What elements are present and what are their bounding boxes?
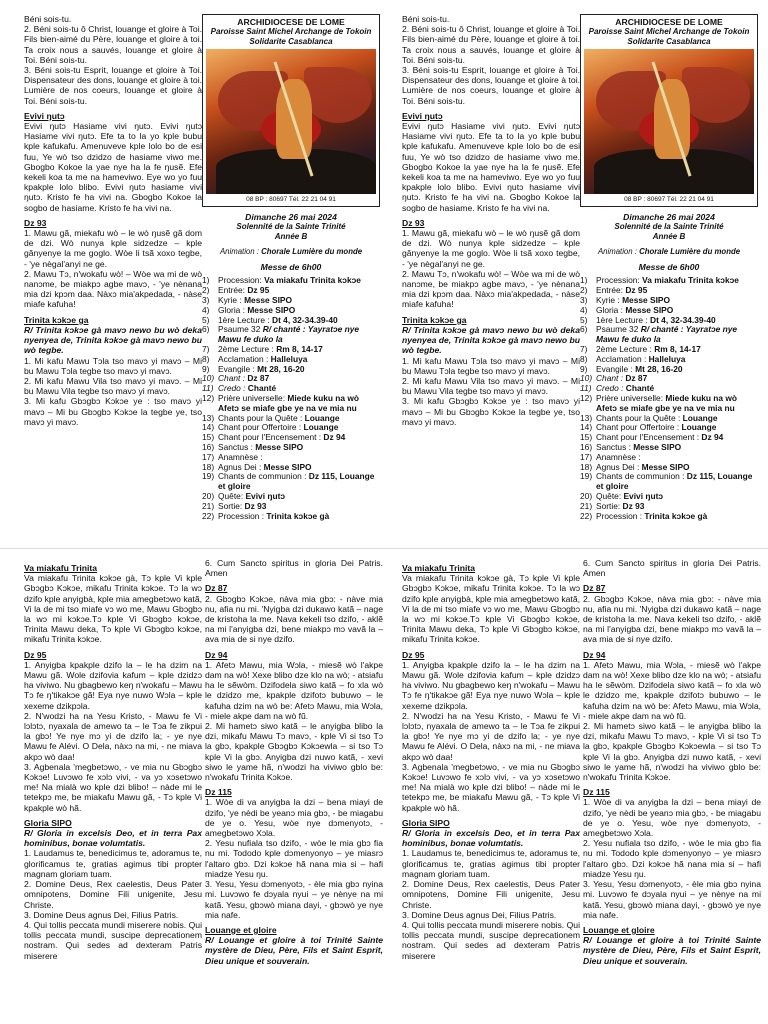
verse: 2. Yesu nufiala tso dzifo, - wòe le mia gbɔ fia nu mi. Tododo kple dɔmenyonyo – ye miasrɔ l'altaro gbɔ. Dzi kɔkɔe hã nana mia si – hafi miadze Yesu ŋu. (205, 838, 383, 879)
item-label: Prière universelle: (596, 392, 666, 403)
item-value: Messe SIPO (625, 304, 674, 315)
item-value: Va miakafu Trinita kɔkɔe (264, 275, 361, 286)
hymn-column-top-left-copy (402, 14, 580, 427)
item-text (218, 512, 380, 522)
item-number: 12) (202, 392, 215, 403)
item-number: 11) (202, 383, 214, 394)
item-label: Chant : (218, 373, 248, 384)
item-label: Procession : (218, 510, 267, 521)
hymn-column-bottom-right-copy (583, 558, 761, 966)
item-number: 9) (580, 363, 588, 374)
verse: 1. Laudamus te, benedicimus te, adoramus te, glorificamus te, gratias agimus tibi propter magnam gloriam tuam. (402, 848, 580, 879)
item-number: 5) (580, 314, 588, 325)
item-number: 1) (580, 275, 588, 286)
choir-name: Chorale Lumière du monde (261, 247, 363, 256)
item-value: Dz 87 (625, 373, 648, 384)
item-value: Messe SIPO (622, 295, 671, 305)
hymn-title: Louange et gloire (205, 924, 277, 935)
item-number: 7) (202, 343, 210, 354)
verse: 3. Mi kafu Gbɔgbɔ Kɔkɔe ye : tso mavɔ yi mavɔ – Mi bu Gbɔgbɔ Kɔkɔe la tegbe ye, tso mavɔ yi mavɔ. (402, 396, 580, 427)
item-value: Messe SIPO (255, 441, 304, 452)
verse: 2. Domine Deus, Rex caelestis, Deus Pater omnipotens, Domine Fili unigenite, Jesu Christe. (24, 879, 202, 910)
verse: Evivi ŋutɔ Hasiame vivi ŋutɔ. Evivi ŋutɔ Hasiame vivi ŋutɔ. Efe ta to la yo kple bubu kple kafukafu. Amenuveve kple lolo bo de esi fuu, Ye wò tso dzidzo de hasiame viwo me. Gbogbo Kokoe la yae nye ha la fe ŋusẽ. Efe kekeli koa ta me na hameviwo. Eye wo yo fuu kpakple lolo blibo. Evivi ŋutɔ hasiame vivi ŋutɔ. Kristo fe ha vivi na. Gbogbo Kokoe la sogbo de hasiame. Kristo fe ha vivi na. (24, 121, 202, 213)
verse: 3. Domine Deus agnus Dei, Filius Patris. (402, 909, 557, 920)
item-value: Chanté (247, 383, 277, 394)
item-label: Procession: (218, 275, 265, 286)
item-label: Sanctus : (596, 441, 634, 452)
bulletin-header (202, 14, 380, 207)
group-name: Solidarite Casablanca (627, 36, 711, 46)
hymn-title: Dz 115 (583, 787, 610, 798)
feast-title: Solennité de la Sainte Trinité (614, 222, 724, 231)
verse: 3. Agbenala 'megbetɔwo, - ve mia nu Gbɔgbɔ Kɔkɔe! Luvɔwo fe xɔlɔ vivi, - va yɔ xɔsetɔwo me! Na mialà wo kple dzi blibo! – nàde mi le tetekpɔ me, be miakafu Mawu gã, - Tɔ kple Vi kpakple wò hã. (24, 761, 202, 813)
item-label: Chant pour l'Encensement : (218, 432, 324, 443)
verse: 3. Béni sois-tu Esprit, louange et gloire à Toi. Dispensateur des dons, louange et gloire à toi. Lumière de nos coeurs, louange et gloire à Toi. Béni sois-tu. (24, 65, 202, 106)
verse: 2. Mi kafu Mawu Vila tso mavɔ yi mavɔ. – Mi bu Mawu Vila tegbe tso mavɔ yi mavɔ. (24, 375, 202, 397)
item-label: Entrée: (596, 285, 626, 296)
mass-date: Dimanche 26 mai 2024 (623, 212, 715, 222)
item-number: 5) (202, 314, 210, 325)
hymn-title: Dz 87 (205, 583, 228, 594)
hymn-title: Gloria SIPO (402, 817, 450, 828)
item-text (596, 325, 758, 345)
item-label: Evangile : (218, 363, 258, 374)
item-value: Dz 87 (247, 373, 270, 384)
refrain: R/ Trinita kɔkɔe gà mavɔ newo bu wò deka nyenyea de, Trinita kɔkɔe gà mavɔ newo bu wò tegbe. (402, 324, 580, 356)
bulletin-header (580, 14, 758, 207)
verse: Béni sois-tu. (24, 14, 72, 24)
verse: 1. Wòe di va anyigba la dzi – bena miayi de dzifo, 'ye nèdi be yeanɔ mia gbɔ, - be miagabu de ye o. Yesu, wòe nye dɔmenyotɔ, - amegbetɔwo Xɔla. (205, 797, 383, 839)
item-number: 16) (202, 441, 215, 452)
item-label: Quête: (596, 490, 624, 501)
item-label: Chant pour Offertoire : (596, 422, 682, 433)
item-label: Chant pour l'Encensement : (596, 432, 702, 443)
verse: Va miakafu Trinita kɔkɔe gà, Tɔ kple Vi kple Gbɔgbɔ Kɔkɔe, mikafu Trinita kɔkɔe. Tɔ la wɔ dzifo kple anyigbà, kple mia amegbetɔwo katã, Vi la de mi tso miafe vɔ wo me, Mawu Gbɔgbɔ la wɔ mi kɔkɔe.Tɔ kple Vi Gbɔgbɔ kɔkɔe, Trinita Mawu deka, Tɔ kple Vi Gbɔgbɔ kɔkɔe, mikafu Trinita kɔkɔe. (402, 573, 580, 645)
animation-line (202, 247, 380, 257)
parish-name: Paroisse Saint Michel Archange de Tokoin (210, 27, 372, 36)
verse: 2. Gbɔgbɔ Kɔkɔe, nàva mia gbɔ: - nàve mia nu, afia nu mi. 'Nyigba dzi dukawo katã – nage de kristoha la me. Nava kekeli tso dzifo, - aklẽ na mi l'anyigba dzi, bene miakpɔ mɔ vavã la – ava mia de si nye dzifo. (583, 593, 761, 645)
item-number: 19) (580, 471, 593, 482)
hymn-title: Va miakafu Trinita (402, 563, 476, 573)
mass-time: Messe de 6h00 (638, 262, 700, 273)
item-value: Chanté (625, 383, 655, 394)
item-number: 10) (202, 373, 215, 384)
item-value: Rm 8, 14-17 (276, 343, 323, 354)
item-label: 1ère Lecture : (596, 314, 651, 325)
hymn-column-bottom-left-copy (402, 558, 580, 961)
hymn-column-bottom-right (205, 558, 383, 966)
item-label: Psaume 32 (596, 324, 641, 335)
item-value: Halleluya (270, 353, 308, 364)
liturgical-year: Année B (652, 231, 686, 241)
item-label: Gloria : (596, 304, 626, 315)
item-number: 17) (580, 451, 593, 462)
item-text (596, 512, 758, 522)
item-number: 3) (580, 295, 588, 305)
item-number: 10) (580, 373, 593, 384)
hymn-title: Gloria SIPO (24, 817, 72, 828)
group-name: Solidarite Casablanca (249, 36, 333, 46)
verse: 2. Mi kafu Mawu Vila tso mavɔ yi mavɔ. – Mi bu Mawu Vila tegbe tso mavɔ yi mavɔ. (402, 375, 580, 397)
animation-line (580, 247, 758, 257)
program-list (202, 276, 380, 521)
program-item (580, 394, 758, 414)
program-item (580, 472, 758, 492)
feast-title: Solennité de la Sainte Trinité (236, 222, 346, 231)
item-value: Evivi ŋutɔ (245, 490, 286, 501)
verse: 3. Domine Deus agnus Dei, Filius Patris. (24, 909, 179, 920)
item-label: Acclamation : (596, 353, 649, 364)
item-label: Psaume 32 (218, 324, 263, 335)
hymn-title: Trinita kɔkɔe ga (24, 314, 89, 325)
liturgical-year: Année B (274, 231, 308, 241)
item-number: 18) (202, 461, 215, 472)
item-number: 20) (580, 490, 593, 501)
refrain: R/ Louange et gloire à toi Trinité Sainte mystère de Dieu, Père, Fils et Saint Esprit, Dieu unique et souverain. (583, 935, 761, 966)
item-label: Procession : (596, 510, 645, 521)
item-number: 12) (580, 392, 593, 403)
verse: 1. Anyigba kpakple dzifo la – le ha dzim na Mawu gã. Wole dzifovia kafum – kple dzidzɔ ha viviwo. Nu gbagbewo keŋ n'wokafu – Mawu Tɔ fe ŋ'tikakɔe gã! Eya nye nuwo Wɔla – kple xexeme dzikpɔla. (24, 659, 202, 711)
item-value: Trinita kɔkɔe gà (266, 510, 330, 521)
hymn-title: Evivi ŋutɔ (24, 110, 65, 121)
saint-michael-image (584, 49, 754, 194)
verse: Béni sois-tu. (402, 14, 450, 24)
hymn-title: Dz 87 (583, 583, 606, 594)
mass-date: Dimanche 26 mai 2024 (245, 212, 337, 222)
item-label: Kyrie : (596, 295, 623, 305)
fold-line (0, 548, 768, 549)
program-item (202, 394, 380, 414)
verse: 6. Cum Sancto spiritus in gloria Dei Patris. Amen (205, 558, 383, 579)
item-number: 3) (202, 295, 210, 305)
verse: 3. Yesu, Yesu dɔmenyotɔ, - èle mia gbɔ nyina mi. Luvɔwo fe dɔyala nyui – ye nènye na mi katã. Yesu, gbɔwò miana dayi, - gbɔwò ye nye mia nafe. (205, 879, 383, 920)
item-number: 1) (202, 275, 210, 286)
saint-michael-image (206, 49, 376, 194)
item-label: Sanctus : (218, 441, 256, 452)
item-label: Procession: (596, 275, 643, 286)
item-label: Agnus Dei : (218, 461, 264, 472)
verse: 2. Mawu Tɔ, n'wokafu wò! – Wòe wa mi de wò nanɔme, be miakpɔ agbe mavɔ, - 'ye nènana mia dzi kpɔm daa. Nàxɔ mia'akpedada, - nàse miafe kafuha! (402, 268, 580, 310)
item-number: 21) (202, 500, 215, 511)
verse: 1. Mi kafu Mawu Tɔla tso mavɔ yi mavɔ – Mi bu Mawu Tɔla tegbe tso mavɔ yi mavɔ. (24, 355, 202, 376)
refrain: R/ Trinita kɔkɔe gà mavɔ newo bu wò deka nyenyea de, Trinita kɔkɔe gà mavɔ newo bu wò tegbe. (24, 324, 202, 356)
verse: 3. Béni sois-tu Esprit, louange et gloire à Toi. Dispensateur des dons, louange et gloire à toi. Lumière de nos coeurs, louange et gloire à Toi. Béni sois-tu. (402, 65, 580, 106)
item-label: Chants de communion : (596, 471, 687, 482)
hymn-title: Trinita kɔkɔe ga (402, 314, 467, 325)
item-label: Chants pour la Quête : (596, 412, 683, 423)
item-value: Messe SIPO (244, 295, 293, 305)
item-label: Entrée: (218, 285, 248, 296)
verse: 4. Qui tollis peccata mundi miserere nobis. Qui tollis peccata mundi, suscipe deprecationem nostram. Qui sedes ad dexteram Patris miserere (402, 919, 580, 961)
item-number: 2) (580, 285, 588, 296)
item-number: 8) (580, 353, 588, 364)
verse: 2. Yesu nufiala tso dzifo, - wòe le mia gbɔ fia nu mi. Tododo kple dɔmenyonyo – ye miasrɔ l'altaro gbɔ. Dzi kɔkɔe hã nana mia si – hafi miadze Yesu ŋu. (583, 838, 761, 879)
hymn-column-bottom-left (24, 558, 202, 961)
verse: 2. N'wodzi ha na Yesu Kristo, - Mawu fe Vi lɔlɔtɔ, nyaxala de amewo ta – le Tɔa fe zikpui la gbɔ! Ye nye mɔ yi de dzifo la; - ye nye Mawu fe Alévi. O Dela, nàxɔ na mi, - ne miava akpɔ wò daa! (402, 710, 580, 762)
item-number: 19) (202, 471, 215, 482)
hymn-title: Dz 115 (205, 787, 232, 798)
item-number: 8) (202, 353, 210, 364)
program-item (202, 512, 380, 522)
item-label: 1ère Lecture : (218, 314, 273, 325)
item-label: Sortie: (596, 500, 623, 511)
verse: 2. Mi hametɔ siwo katã – le anyigba blibo la dzi, mikafu Mawu Tɔ mavɔ, - kple Vi si tso Tɔ la gbɔ, kpakple Gbɔgbɔ Kɔkɔewla – si tso Tɔ kple Vi la gbɔ. Anyigba dzi nuwo katã, - xevi siwo le yame hã, n'wodzi ha viviwo gblo be: n'wokafu Trinita Kɔkɔe. (583, 721, 761, 783)
verse: 1. Afetɔ Mawu, mia Wɔla, - miesẽ wò l'akpe dam na wò! Xexe blibo dze klo na wò; - atsiafu ha le sẽwòm. Dzifodela siwo katã – fo xla wò le dzidzo me, kpakple dzifotɔ bubuwo – le kafuha dzim na wò be: Afetɔ Mawu, mia Wɔla, - miele akpe dam na wò fũ. (583, 659, 761, 721)
item-number: 11) (580, 383, 592, 394)
item-value: Mt 28, 16-20 (257, 363, 305, 374)
item-value: Dz 95 (247, 285, 270, 296)
verse: 3. Mi kafu Gbɔgbɔ Kɔkɔe ye : tso mavɔ yi mavɔ – Mi bu Gbɔgbɔ Kɔkɔe la tegbe ye, tso mavɔ yi mavɔ. (24, 396, 202, 427)
item-number: 13) (580, 412, 593, 423)
verse: 1. Afetɔ Mawu, mia Wɔla, - miesẽ wò l'akpe dam na wò! Xexe blibo dze klo na wò; - atsiafu ha le sẽwòm. Dzifodela siwo katã – fo xla wò le dzidzo me, kpakple dzifotɔ bubuwo – le kafuha dzim na wò be: Afetɔ Mawu, mia Wɔla, - miele akpe dam na wò fũ. (205, 659, 383, 721)
program-item (580, 325, 758, 345)
item-number: 15) (202, 432, 215, 443)
verse: 1. Laudamus te, benedicimus te, adoramus te, glorificamus te, gratias agimus tibi propter magnam gloriam tuam. (24, 848, 202, 879)
verse: 2. Béni sois-tu ô Christ, louange et gloire à Toi. Fils bien-aimé du Père, louange et gloire à toi. Ta croix nous a sauvés, louange et gloire à Toi. Béni sois-tu. (24, 24, 202, 65)
item-value: Messe SIPO (641, 461, 690, 472)
item-label: Credo : (596, 383, 626, 394)
hymn-column-top-left (24, 14, 202, 427)
item-number: 22) (202, 510, 215, 521)
item-value: Dz 115, Louange et gloire (596, 471, 753, 492)
hymn-title: Dz 94 (205, 649, 228, 660)
verse: 3. Agbenala 'megbetɔwo, - ve mia nu Gbɔgbɔ Kɔkɔe! Luvɔwo fe xɔlɔ vivi, - va yɔ xɔsetɔwo me! Na mialà wo kple dzi blibo! – nàde mi le tetekpɔ me, be miakafu Mawu gã, - Tɔ kple Vi kpakple wò hã. (402, 761, 580, 813)
choir-name: Chorale Lumière du monde (639, 247, 741, 256)
refrain: R/ Gloria in excelsis Deo, et in terra Pax hominibus, bonae volumtatis. (24, 828, 202, 849)
verse: 1. Mawu gã, miekafu wò – le wò ŋusẽ gã dom de dzi. Wò nunya kple sidzedze – kple gănyenye la me goglo. Wòe li tsã xoxo tegbe, - 'ye nègal'anyi ne ge. (402, 228, 580, 269)
image-shape (682, 67, 750, 123)
item-label: Acclamation : (218, 353, 271, 364)
mass-time: Messe de 6h00 (260, 262, 322, 273)
program-item (202, 325, 380, 345)
verse: 3. Yesu, Yesu dɔmenyotɔ, - èle mia gbɔ nyina mi. Luvɔwo fe dɔyala nyui – ye nènye na mi katã. Yesu, gbɔwò miana dayi, - gbɔwò ye nye mia nafe. (583, 879, 761, 920)
item-value: Trinita kɔkɔe gà (644, 510, 708, 521)
verse: 1. Mi kafu Mawu Tɔla tso mavɔ yi mavɔ – Mi bu Mawu Tɔla tegbe tso mavɔ yi mavɔ. (402, 355, 580, 376)
item-label: Chant : (596, 373, 626, 384)
item-number: 14) (202, 422, 215, 433)
item-value: Rm 8, 14-17 (654, 343, 701, 354)
hymn-title: Dz 94 (583, 649, 606, 660)
refrain: R/ Louange et gloire à toi Trinité Sainte mystère de Dieu, Père, Fils et Saint Esprit, Dieu unique et souverain. (205, 935, 383, 966)
item-value: Evivi ŋutɔ (623, 490, 664, 501)
item-value: R/ chanté : Yayratɔe nye Mawu fe duko la (218, 324, 360, 345)
item-value: Dt 4, 32-34.39-40 (650, 314, 716, 325)
verse: Va miakafu Trinita kɔkɔe gà, Tɔ kple Vi kple Gbɔgbɔ Kɔkɔe, mikafu Trinita kɔkɔe. Tɔ la wɔ dzifo kple anyigbà, kple mia amegbetɔwo katã, Vi la de mi tso miafe vɔ wo me, Mawu Gbɔgbɔ la wɔ mi kɔkɔe.Tɔ kple Vi Gbɔgbɔ kɔkɔe, Trinita Mawu deka, Tɔ kple Vi Gbɔgbɔ kɔkɔe, mikafu Trinita kɔkɔe. (24, 573, 202, 645)
item-label: Sortie: (218, 500, 245, 511)
item-label: Credo : (218, 383, 248, 394)
item-number: 15) (580, 432, 593, 443)
verse: 2. Domine Deus, Rex caelestis, Deus Pater omnipotens, Domine Fili unigenite, Jesu Christe. (402, 879, 580, 910)
item-value: Va miakafu Trinita kɔkɔe (642, 275, 739, 286)
contact-line: 08 BP : 80697 Tél. 22 21 04 91 (624, 196, 714, 203)
item-number: 17) (202, 451, 215, 462)
item-number: 18) (580, 461, 593, 472)
item-value: Dz 115, Louange et gloire (218, 471, 375, 492)
item-value: Dz 93 (244, 500, 267, 511)
item-label: Chants pour la Quête : (218, 412, 305, 423)
item-value: Dz 93 (622, 500, 645, 511)
hymn-title: Dz 93 (24, 217, 47, 228)
item-label: Agnus Dei : (596, 461, 642, 472)
mass-program (202, 14, 380, 521)
item-number: 4) (202, 304, 210, 315)
image-shape (304, 67, 372, 123)
verse: 1. Anyigba kpakple dzifo la – le ha dzim na Mawu gã. Wole dzifovia kafum – kple dzidzɔ ha viviwo. Nu gbagbewo keŋ n'wokafu – Mawu Tɔ fe ŋ'tikakɔe gã! Eya nye nuwo Wɔla – kple xexeme dzikpɔla. (402, 659, 580, 711)
hymn-title: Louange et gloire (583, 924, 655, 935)
program-item (202, 472, 380, 492)
verse: 6. Cum Sancto spiritus in gloria Dei Patris. Amen (583, 558, 761, 579)
item-value: Louange (682, 412, 718, 423)
item-number: 14) (580, 422, 593, 433)
item-value: Dz 94 (701, 432, 724, 443)
item-label: Gloria : (218, 304, 248, 315)
item-label: Prière universelle: (218, 392, 288, 403)
hymn-title: Va miakafu Trinita (24, 563, 98, 573)
animation-label: Animation : (597, 247, 640, 256)
verse: 2. Béni sois-tu ô Christ, louange et gloire à Toi. Fils bien-aimé du Père, louange et gloire à toi. Ta croix nous a sauvés, louange et gloire à Toi. Béni sois-tu. (402, 24, 580, 65)
item-text (218, 325, 380, 345)
item-number: 2) (202, 285, 210, 296)
item-value: Dz 94 (323, 432, 346, 443)
item-number: 4) (580, 304, 588, 315)
item-value: Louange (304, 412, 340, 423)
item-value: Halleluya (648, 353, 686, 364)
item-value: Louange (303, 422, 339, 433)
item-value: Dz 95 (625, 285, 648, 296)
item-number: 20) (202, 490, 215, 501)
item-label: Anamnèse : (596, 451, 641, 462)
contact-line: 08 BP : 80697 Tél. 22 21 04 91 (246, 196, 336, 203)
item-label: Chant pour Offertoire : (218, 422, 304, 433)
program-item (580, 512, 758, 522)
item-number: 21) (580, 500, 593, 511)
item-label: 2ème Lecture : (596, 343, 655, 354)
item-text (596, 472, 758, 492)
item-text (218, 394, 380, 414)
item-label: 2ème Lecture : (218, 343, 277, 354)
item-number: 22) (580, 510, 593, 521)
item-label: Evangile : (596, 363, 636, 374)
archdiocese-title: ARCHIDIOCESE DE LOME (615, 17, 723, 27)
item-number: 16) (580, 441, 593, 452)
verse: 4. Qui tollis peccata mundi miserere nobis. Qui tollis peccata mundi, suscipe deprecationem nostram. Qui sedes ad dexteram Patris miserere (24, 919, 202, 961)
verse: 1. Mawu gã, miekafu wò – le wò ŋusẽ gã dom de dzi. Wò nunya kple sidzedze – kple gănyenye la me goglo. Wòe li tsã xoxo tegbe, - 'ye nègal'anyi ne ge. (24, 228, 202, 269)
item-value: Louange (681, 422, 717, 433)
item-label: Kyrie : (218, 295, 245, 305)
item-number: 6) (202, 324, 210, 335)
item-number: 6) (580, 324, 588, 335)
item-value: R/ chanté : Yayratɔe nye Mawu fe duko la (596, 324, 738, 345)
item-label: Anamnèse : (218, 451, 263, 462)
verse: 2. Gbɔgbɔ Kɔkɔe, nàva mia gbɔ: - nàve mia nu, afia nu mi. 'Nyigba dzi dukawo katã – nage de kristoha la me. Nava kekeli tso dzifo, - aklẽ na mi l'anyigba dzi, bene miakpɔ mɔ vavã la – ava mia de si nye dzifo. (205, 593, 383, 645)
item-value: Messe SIPO (633, 441, 682, 452)
item-number: 13) (202, 412, 215, 423)
verse: Evivi ŋutɔ Hasiame vivi ŋutɔ. Evivi ŋutɔ Hasiame vivi ŋutɔ. Efe ta to la yo kple bubu kple kafukafu. Amenuveve kple lolo bo de esi fuu, Ye wò tso dzidzo de hasiame viwo me. Gbogbo Kokoe la yae nye ha la fe ŋusẽ. Efe kekeli koa ta me na hameviwo. Eye wo yo fuu kpakple lolo blibo. Evivi ŋutɔ hasiame vivi ŋutɔ. Kristo fe ha vivi na. Gbogbo Kokoe la sogbo de hasiame. Kristo fe ha vivi na. (402, 121, 580, 213)
verse: 1. Wòe di va anyigba la dzi – bena miayi de dzifo, 'ye nèdi be yeanɔ mia gbɔ, - be miagabu de ye o. Yesu, wòe nye dɔmenyotɔ, - amegbetɔwo Xɔla. (583, 797, 761, 839)
refrain: R/ Gloria in excelsis Deo, et in terra Pax hominibus, bonae volumtatis. (402, 828, 580, 849)
item-label: Quête: (218, 490, 246, 501)
program-list (580, 276, 758, 521)
verse: 2. Mawu Tɔ, n'wokafu wò! – Wòe wa mi de wò nanɔme, be miakpɔ agbe mavɔ, - 'ye nènana mia dzi kpɔm daa. Nàxɔ mia'akpedada, - nàse miafe kafuha! (24, 268, 202, 310)
item-value: Dt 4, 32-34.39-40 (272, 314, 338, 325)
item-value: Miede kuku na wò Afetɔ se miafe gbe ye na ve mia nu (596, 392, 738, 413)
item-value: Messe SIPO (263, 461, 312, 472)
item-text (218, 472, 380, 492)
hymn-title: Evivi ŋutɔ (402, 110, 443, 121)
hymn-title: Dz 95 (402, 649, 425, 660)
parish-name: Paroisse Saint Michel Archange de Tokoin (588, 27, 750, 36)
hymn-title: Dz 95 (24, 649, 47, 660)
item-number: 9) (202, 363, 210, 374)
item-text (596, 394, 758, 414)
archdiocese-title: ARCHIDIOCESE DE LOME (237, 17, 345, 27)
item-value: Messe SIPO (247, 304, 296, 315)
animation-label: Animation : (219, 247, 262, 256)
mass-program-copy (580, 14, 758, 521)
hymn-title: Dz 93 (402, 217, 425, 228)
item-number: 7) (580, 343, 588, 354)
verse: 2. Mi hametɔ siwo katã – le anyigba blibo la dzi, mikafu Mawu Tɔ mavɔ, - kple Vi si tso Tɔ la gbɔ, kpakple Gbɔgbɔ Kɔkɔewla – si tso Tɔ kple Vi la gbɔ. Anyigba dzi nuwo katã, - xevi siwo le yame hã, n'wodzi ha viviwo gblo be: n'wokafu Trinita Kɔkɔe. (205, 721, 383, 783)
verse: 2. N'wodzi ha na Yesu Kristo, - Mawu fe Vi lɔlɔtɔ, nyaxala de amewo ta – le Tɔa fe zikpui la gbɔ! Ye nye mɔ yi de dzifo la; - ye nye Mawu fe Alévi. O Dela, nàxɔ na mi, - ne miava akpɔ wò daa! (24, 710, 202, 762)
item-value: Mt 28, 16-20 (635, 363, 683, 374)
item-label: Chants de communion : (218, 471, 309, 482)
item-value: Miede kuku na wò Afetɔ se miafe gbe ye na ve mia nu (218, 392, 360, 413)
